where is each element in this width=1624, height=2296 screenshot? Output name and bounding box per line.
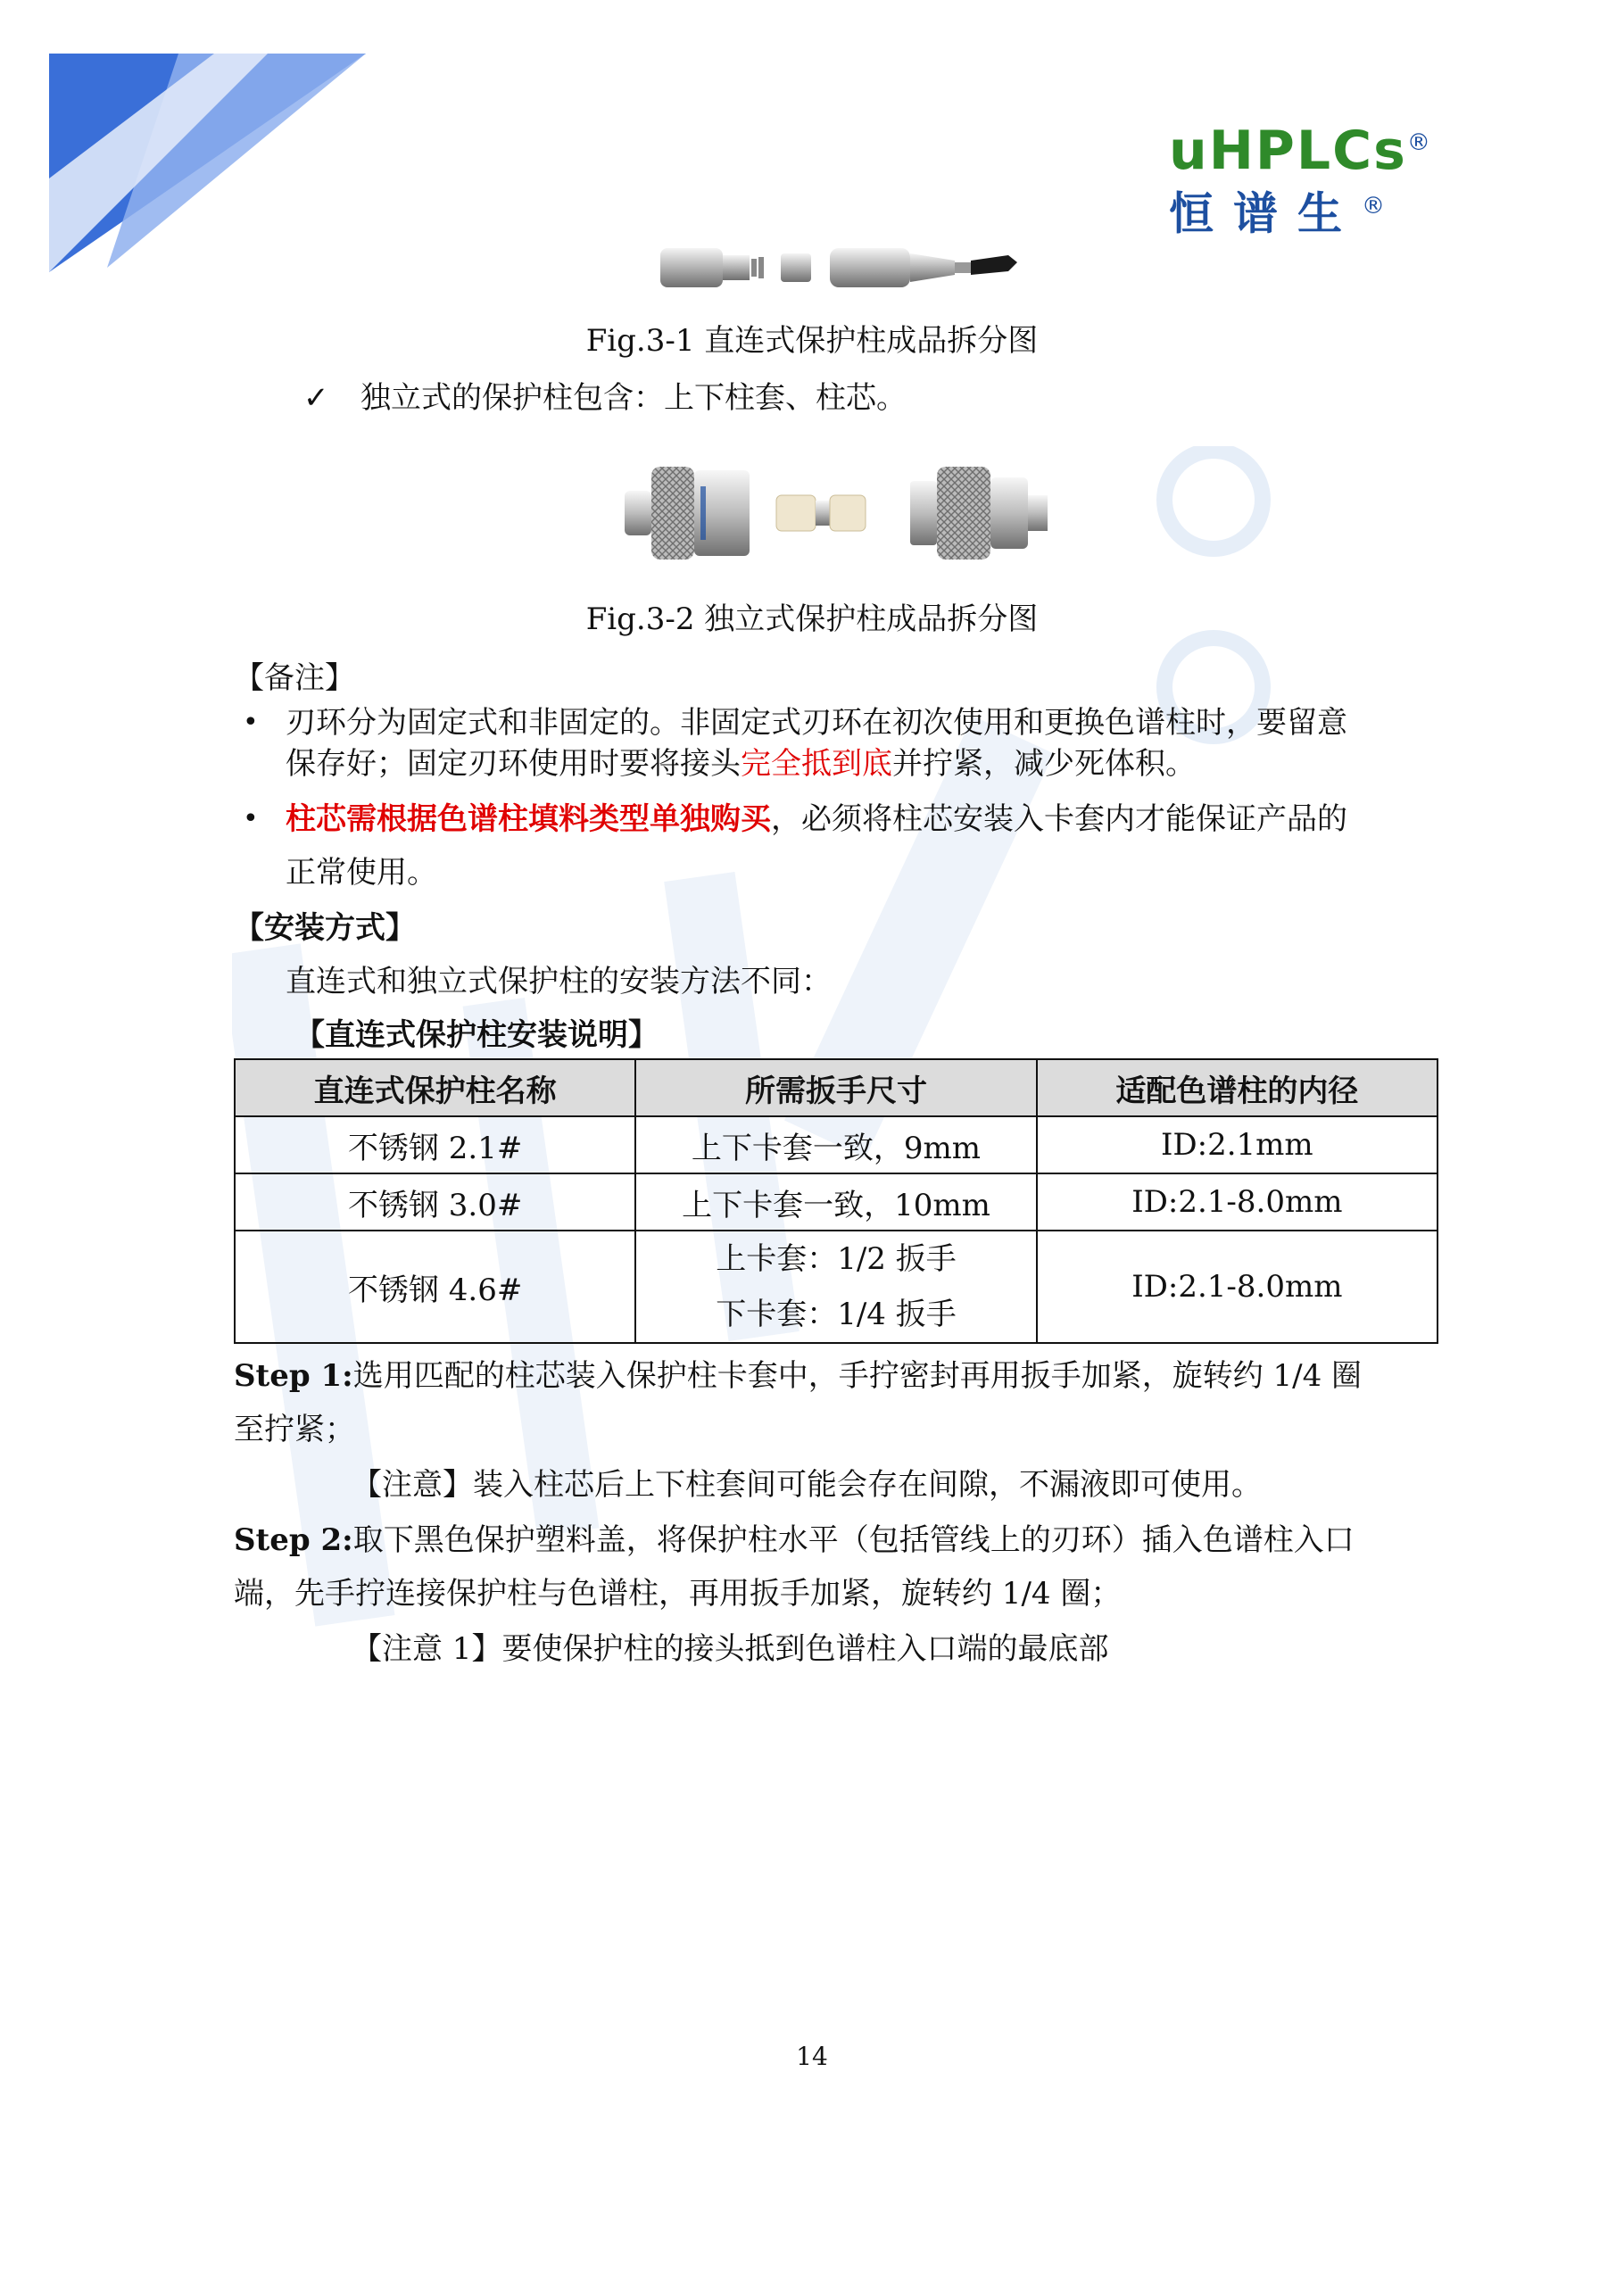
fig1-image [651, 232, 1026, 303]
remark-heading: 【备注】 [234, 660, 355, 696]
table-cell: ID:2.1-8.0mm [1037, 1173, 1438, 1231]
install-intro: 直连式和独立式保护柱的安装方法不同： [286, 964, 832, 999]
table-cell: 不锈钢 2.1# [235, 1116, 635, 1173]
table-cell: 不锈钢 4.6# [235, 1231, 635, 1343]
corner-decoration [0, 0, 375, 286]
remark-2-line-2: 正常使用。 [286, 855, 437, 891]
table-cell-line: 下卡套：1/4 扳手 [716, 1297, 957, 1332]
table-header: 直连式保护柱名称 [235, 1059, 635, 1116]
table-header-row [235, 1059, 1438, 1116]
fig1-caption: Fig.3-1 直连式保护柱成品拆分图 [585, 323, 1039, 359]
step-1-line-2: 至拧紧； [234, 1412, 355, 1447]
table-row [235, 1116, 1438, 1173]
install-heading: 【安装方式】 [234, 910, 416, 946]
remark-1-text-end: 并拧紧，减少死体积。 [892, 746, 1196, 782]
check-mark-icon: ✓ [303, 380, 329, 416]
step-2-line-1 [234, 1521, 1355, 1560]
table-cell-line: 上卡套：1/2 扳手 [716, 1241, 957, 1277]
table-cell: 上下卡套一致，10mm [635, 1173, 1036, 1231]
step-1-label: Step 1: [234, 1358, 353, 1394]
table-row [235, 1173, 1438, 1231]
fig2-caption: Fig.3-2 独立式保护柱成品拆分图 [585, 601, 1039, 637]
page-number: 14 [796, 2042, 828, 2071]
remark-2-highlight: 柱芯需根据色谱柱填料类型单独购买 [286, 801, 771, 837]
fig1-body [830, 248, 910, 287]
table-cell: 上下卡套一致，9mm [635, 1116, 1036, 1173]
fig2-knurled-nut-right [937, 467, 990, 559]
table-cell: 不锈钢 3.0# [235, 1173, 635, 1231]
step-2-text: 取下黑色保护塑料盖，将保护柱水平（包括管线上的刃环）插入色谱柱入口 [352, 1522, 1355, 1558]
company-logo [1169, 114, 1454, 240]
remark-1-highlight: 完全抵到底 [741, 746, 892, 782]
fig2-core [776, 495, 816, 531]
table-cell [635, 1231, 1036, 1343]
check-line-text: 独立式的保护柱包含：上下柱套、柱芯。 [360, 380, 907, 416]
logo-wordmark: uHPLCs® [1169, 120, 1430, 182]
remark-1-line-1: 刃环分为固定式和非固定的。非固定式刃环在初次使用和更换色谱柱时，要留意 [286, 705, 1347, 741]
step-1-text: 选用匹配的柱芯装入保护柱卡套中，手拧密封再用扳手加紧，旋转约 1/4 圈 [352, 1358, 1363, 1394]
fig2-image [616, 451, 1062, 576]
step-1-note: 【注意】装入柱芯后上下柱套间可能会存在间隙，不漏液即可使用。 [352, 1467, 1262, 1503]
table-header: 所需扳手尺寸 [635, 1059, 1036, 1116]
wrench-spec-table [234, 1058, 1438, 1344]
step-2-note: 【注意 1】要使保护柱的接头抵到色谱柱入口端的最底部 [352, 1631, 1109, 1667]
table-cell: ID:2.1mm [1037, 1116, 1438, 1173]
step-2-label: Step 2: [234, 1522, 353, 1558]
remark-2-line-1 [286, 800, 1347, 839]
table-row [235, 1231, 1438, 1343]
remark-2-text: ，必须将柱芯安装入卡套内才能保证产品的 [771, 801, 1347, 837]
table-header: 适配色谱柱的内径 [1037, 1059, 1438, 1116]
table-cell: ID:2.1-8.0mm [1037, 1231, 1438, 1343]
step-2-line-2: 端，先手拧连接保护柱与色谱柱，再用扳手加紧，旋转约 1/4 圈； [234, 1576, 1122, 1612]
direct-install-heading: 【直连式保护柱安装说明】 [294, 1017, 659, 1053]
fig2-knurled-nut-left [651, 467, 694, 559]
remark-1-line-2 [286, 744, 1196, 783]
remark-bullet-1: • [243, 707, 259, 738]
fig1-core [781, 253, 811, 282]
remark-1-text: 保存好；固定刃环使用时要将接头 [286, 746, 741, 782]
logo-chinese: 恒谱生® [1169, 187, 1385, 240]
remark-bullet-2: • [243, 803, 259, 834]
fig1-nut [660, 248, 723, 287]
fig1-cap [971, 255, 1017, 275]
step-1-line-1 [234, 1356, 1362, 1396]
